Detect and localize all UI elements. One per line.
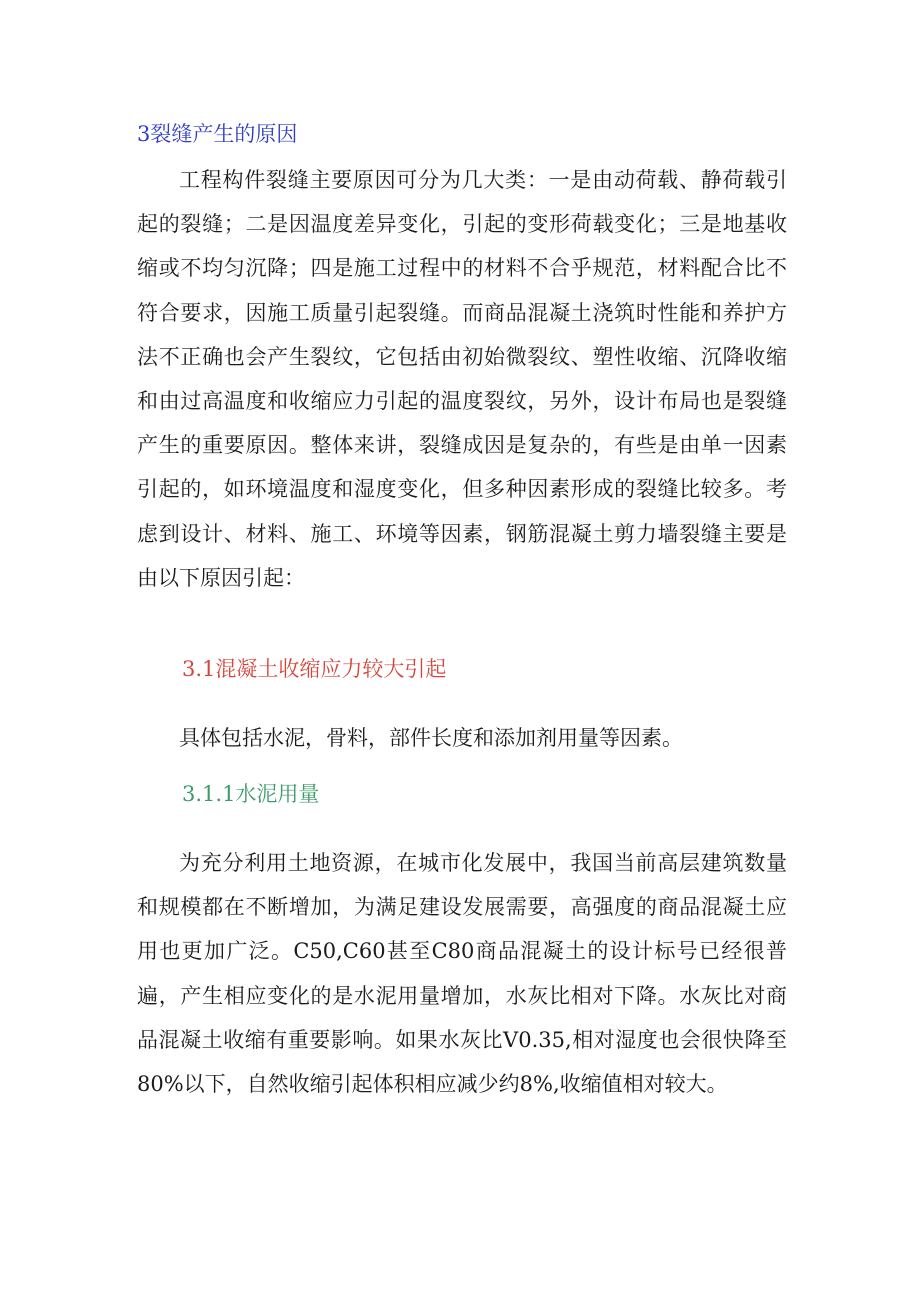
- subsection-heading-3-1: 3.1混凝土收缩应力较大引起: [182, 657, 447, 681]
- paragraph-crack-causes: 工程构件裂缝主要原因可分为几大类：一是由动荷载、静荷载引起的裂缝；二是因温度差异变化，引起的变形荷载变化；三是地基收缩或不均匀沉降；四是施工过程中的材料不合乎规范，材料配合比不符合要求，因施工质量引起裂缝。而商品混凝土浇筑时性能和养护方法不正确也会产生裂纹，它包括由初始微裂纹、塑性收缩、沉降收缩和由过高温度和收缩应力引起的温度裂纹，另外，设计布局也是裂缝产生的重要原因。整体来讲，裂缝成因是复杂的，有些是由单一因素引起的，如环境温度和湿度变化，但多种因素形成的裂缝比较多。考虑到设计、材料、施工、环境等因素，钢筋混凝土剪力墙裂缝主要是由以下原因引起：: [137, 168, 787, 590]
- paragraph-factors: 具体包括水泥，骨料，部件长度和添加剂用量等因素。: [179, 726, 683, 750]
- section-heading-3: 3裂缝产生的原因: [137, 122, 298, 146]
- paragraph-cement-usage: 为充分利用土地资源，在城市化发展中，我国当前高层建筑数量和规模都在不断增加，为满足建设发展需要，高强度的商品混凝土应用也更加广泛。C50,C60甚至C80商品混凝土的设计标号已经很普遍，产生相应变化的是水泥用量增加，水灰比相对下降。水灰比对商品混凝土收缩有重要影响。如果水灰比V0.35,相对湿度也会很快降至80%以下，自然收缩引起体积相应减少约8%,收缩值相对较大。: [137, 851, 787, 1097]
- subsubsection-heading-3-1-1: 3.1.1水泥用量: [182, 782, 320, 806]
